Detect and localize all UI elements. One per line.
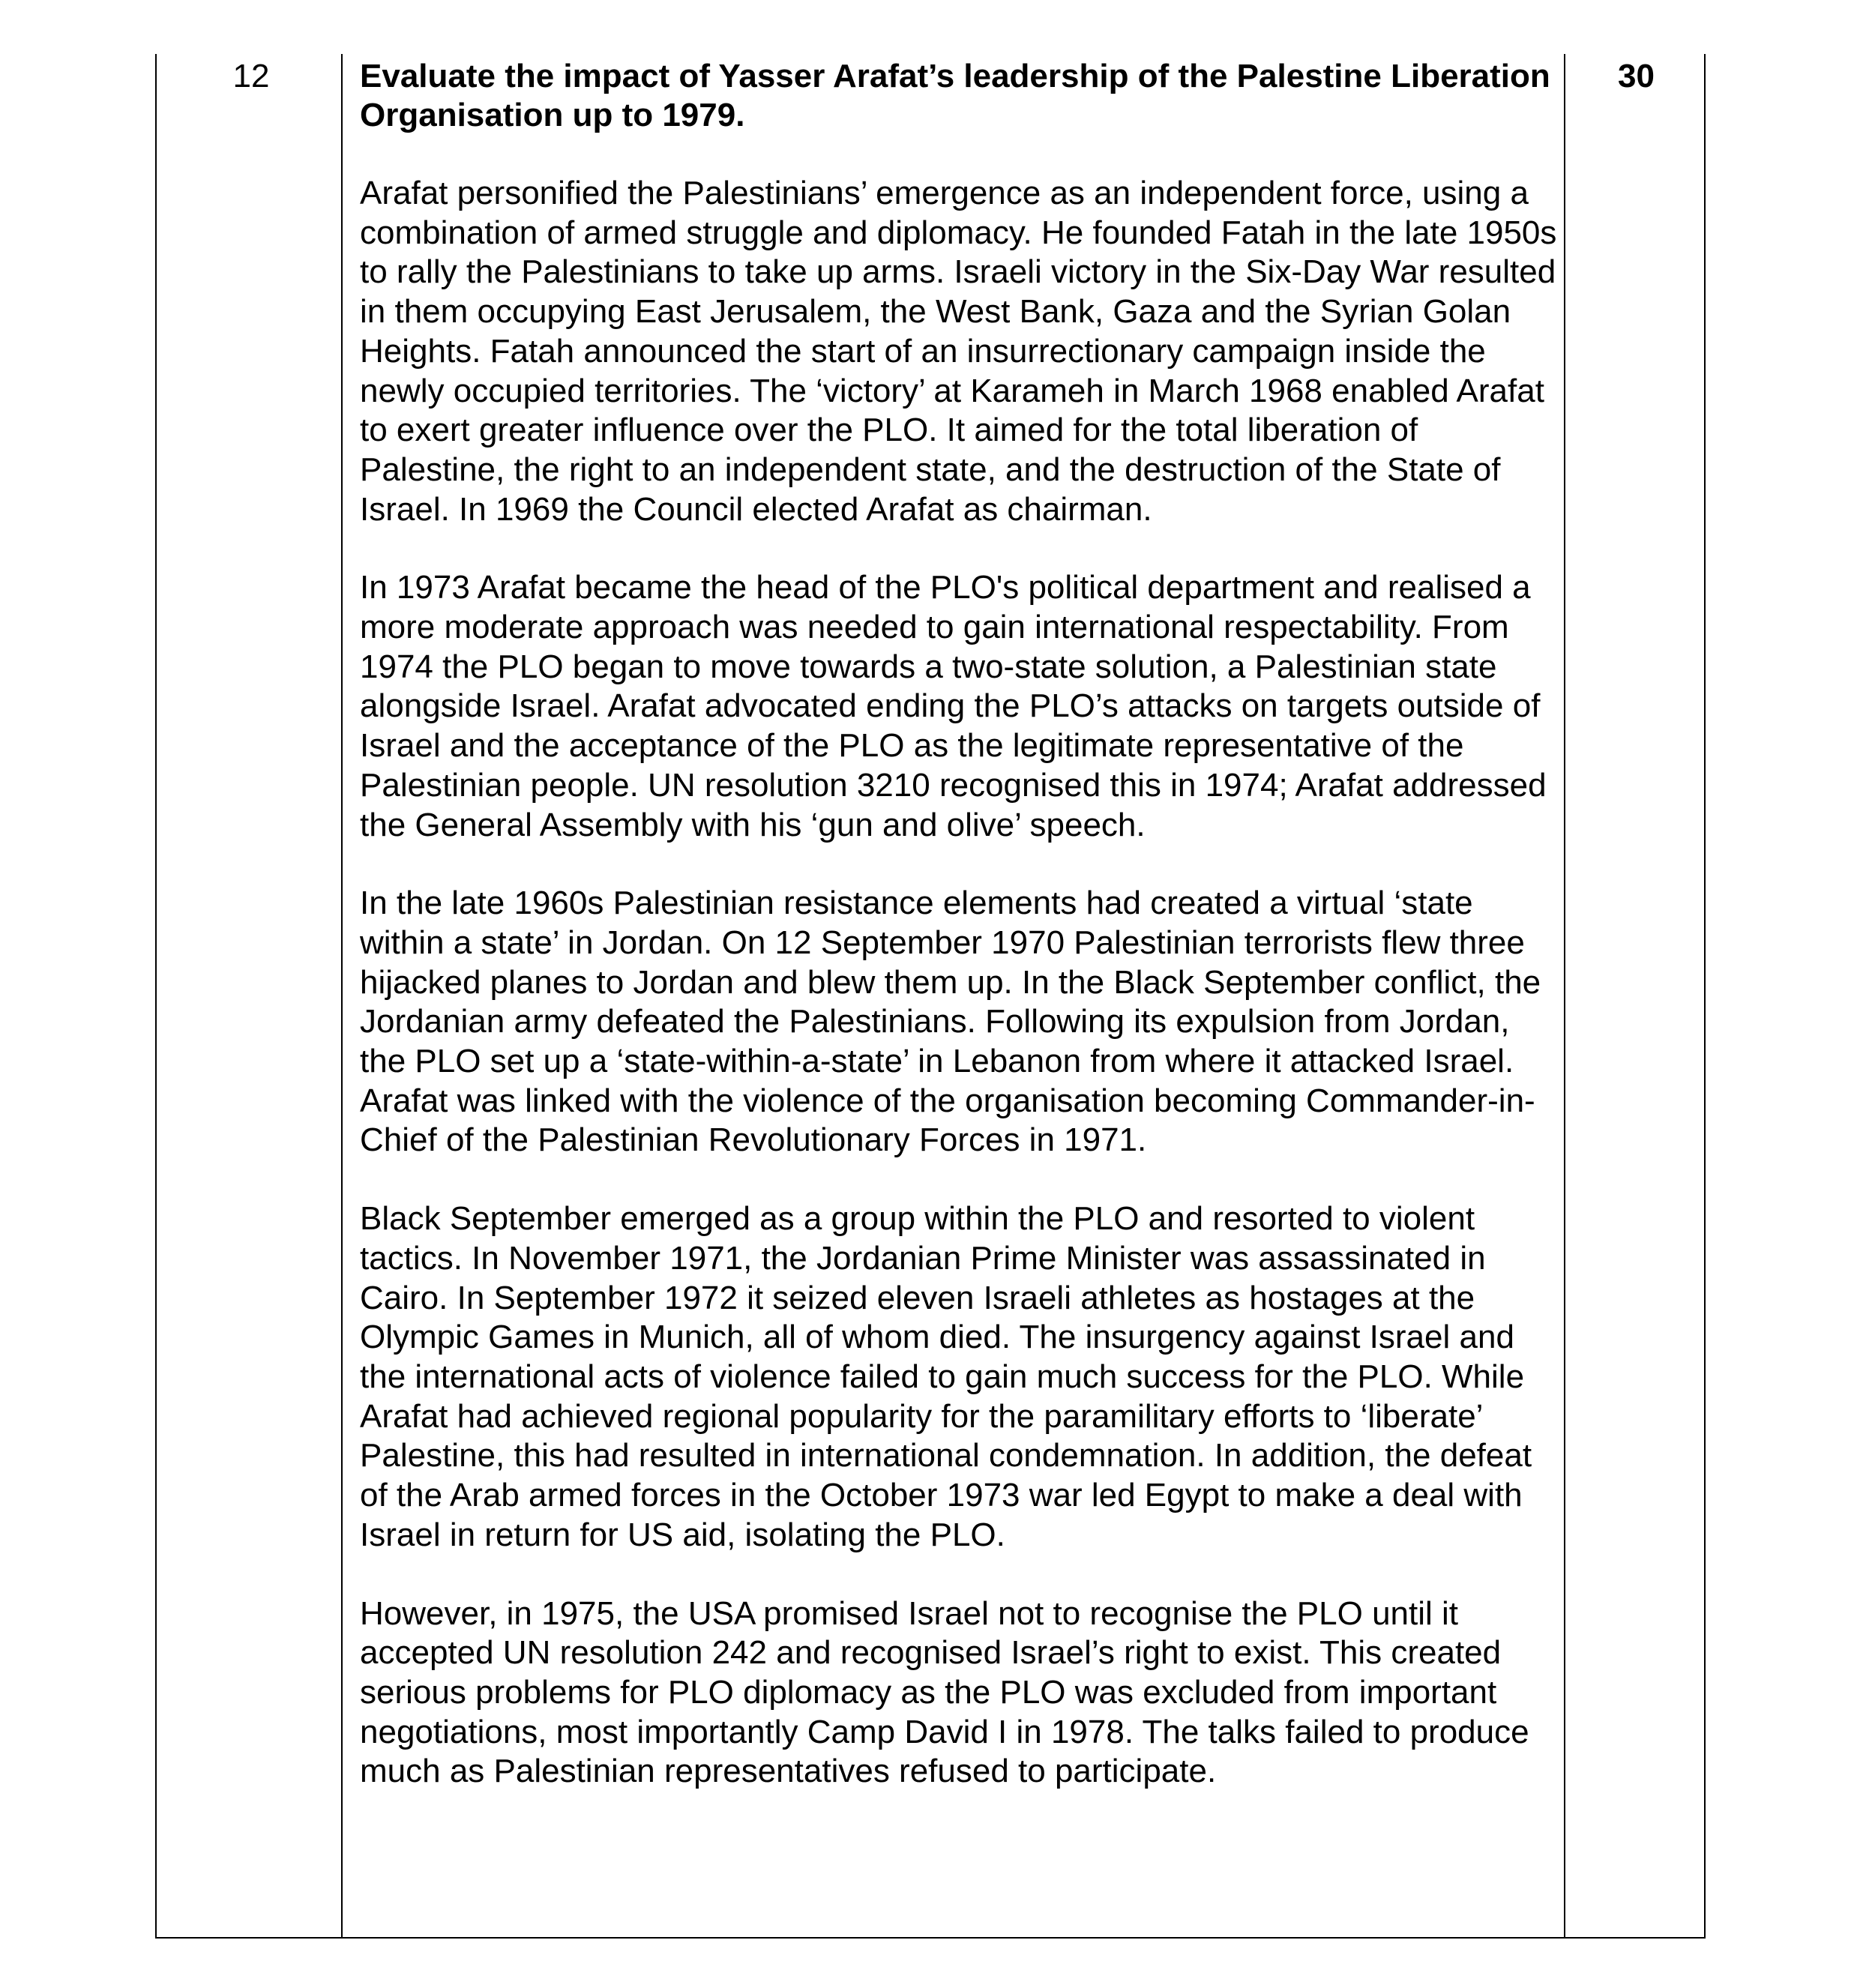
table-column-divider (1564, 54, 1565, 1939)
answer-guidance (360, 57, 1559, 1792)
guidance-paragraph: In the late 1960s Palestinian resistance elements had created a virtual ‘state within a state’ in Jordan. On 12 September 1970 Palestinian terrorists flew three hijacked planes to Jordan and blew them up. In the Black September conflict, the Jordanian army defeated the Palestinians. Following its expulsion from Jordan, the PLO set up a ‘state-within-a-state’ in Lebanon from where it attacked Israel. Arafat was linked with the violence of the organisation becoming Commander-in-Chief of the Palestinian Revolutionary Forces in 1971. (360, 885, 1541, 1159)
guidance-paragraph: However, in 1975, the USA promised Israel not to recognise the PLO until it accepted UN resolution 242 and recognised Israel’s right to exist. This created serious problems for PLO diplomacy as the PLO was excluded from important negotiations, most importantly Camp David I in 1978. The talks failed to produce much as Palestinian representatives refused to participate. (360, 1594, 1529, 1790)
guidance-paragraph: Arafat personified the Palestinians’ emergence as an independent force, using a combination of armed struggle and diplomacy. He founded Fatah in the late 1950s to rally the Palestinians to take up arms. Israeli victory in the Six-Day War resulted in them occupying East Jerusalem, the West Bank, Gaza and the Syrian Golan Heights. Fatah announced the start of an insurrectionary campaign inside the newly occupied territories. The ‘victory’ at Karameh in March 1968 enabled Arafat to exert greater influence over the PLO. It aimed for the total liberation of Palestine, the right to an independent state, and the destruction of the State of Israel. In 1969 the Council elected Arafat as chairman. (360, 175, 1557, 528)
guidance-paragraph: In 1973 Arafat became the head of the PLO's political department and realised a more moderate approach was needed to gain international respectability. From 1974 the PLO began to move towards a two-state solution, a Palestinian state alongside Israel. Arafat advocated ending the PLO’s attacks on targets outside of Israel and the acceptance of the PLO as the legitimate representative of the Palestinian people. UN resolution 3210 recognised this in 1974; Arafat addressed the General Assembly with his ‘gun and olive’ speech. (360, 569, 1547, 843)
question-text: Evaluate the impact of Yasser Arafat’s leadership of the Palestine Liberation Organisation up to 1979. (360, 58, 1550, 133)
marks-value: 30 (1618, 58, 1655, 94)
table-border-bottom (155, 1937, 1706, 1939)
table-border-left (155, 54, 157, 1939)
table-border-right (1704, 54, 1706, 1939)
guidance-paragraph: Black September emerged as a group within the PLO and resorted to violent tactics. In November 1971, the Jordanian Prime Minister was assassinated in Cairo. In September 1972 it seized eleven Israeli athletes as hostages at the Olympic Games in Munich, all of whom died. The insurgency against Israel and the international acts of violence failed to gain much success for the PLO. While Arafat had achieved regional popularity for the paramilitary efforts to ‘liberate’ Palestine, this had resulted in international condemnation. In addition, the defeat of the Arab armed forces in the October 1973 war led Egypt to make a deal with Israel in return for US aid, isolating the PLO. (360, 1200, 1532, 1553)
question-number: 12 (232, 58, 270, 94)
table-column-divider (341, 54, 343, 1939)
